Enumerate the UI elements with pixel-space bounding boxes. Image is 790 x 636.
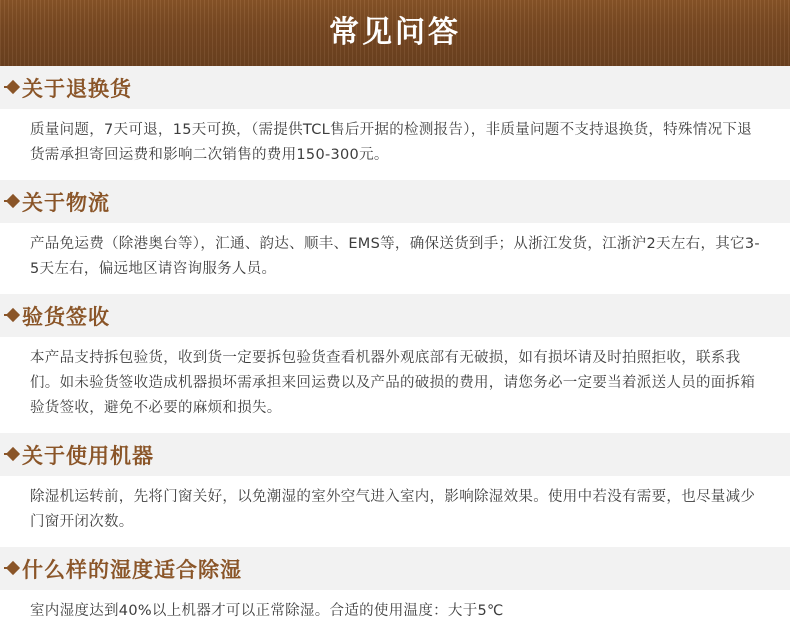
section-title: 验货签收 — [22, 305, 110, 329]
section-header — [0, 433, 790, 476]
section-body — [0, 337, 790, 433]
page-title: 常见问答 — [329, 15, 461, 50]
diamond-bullet-tail-icon — [4, 200, 10, 202]
section-body — [0, 590, 790, 636]
section-title: 什么样的湿度适合除湿 — [22, 558, 242, 582]
section-paragraph: 室内湿度达到40%以上机器才可以正常除湿。合适的使用温度：大于5℃ — [30, 603, 504, 619]
faq-section-inspection-signoff — [0, 294, 790, 433]
section-paragraph: 除湿机运转前，先将门窗关好，以免潮湿的室外空气进入室内，影响除湿效果。使用中若没有需要，也尽量减少门窗开闭次数。 — [30, 489, 756, 530]
section-header — [0, 180, 790, 223]
faq-section-return-exchange — [0, 66, 790, 180]
section-paragraph: 产品免运费（除港奥台等），汇通、韵达、顺丰、EMS等，确保送货到手；从浙江发货，江浙沪2天左右，其它3-5天左右，偏远地区请咨询服务人员。 — [30, 236, 760, 277]
section-body — [0, 476, 790, 547]
diamond-bullet-tail-icon — [4, 86, 10, 88]
section-body — [0, 109, 790, 180]
section-title: 关于退换货 — [22, 77, 132, 101]
faq-section-machine-usage — [0, 433, 790, 547]
faq-section-logistics — [0, 180, 790, 294]
section-header — [0, 66, 790, 109]
section-title: 关于物流 — [22, 191, 110, 215]
section-title: 关于使用机器 — [22, 444, 154, 468]
section-paragraph: 本产品支持拆包验货，收到货一定要拆包验货查看机器外观底部有无破损，如有损坏请及时拍照拒收，联系我们。如未验货签收造成机器损坏需承担来回运费以及产品的破损的费用，请您务必一定要当着派送人员的面拆箱验货签收，避免不必要的麻烦和损失。 — [30, 350, 756, 416]
diamond-bullet-tail-icon — [4, 453, 10, 455]
section-header — [0, 294, 790, 337]
section-header — [0, 547, 790, 590]
section-body — [0, 223, 790, 294]
diamond-bullet-tail-icon — [4, 567, 10, 569]
diamond-bullet-tail-icon — [4, 314, 10, 316]
faq-section-suitable-humidity — [0, 547, 790, 636]
page-banner — [0, 0, 790, 66]
section-paragraph: 质量问题，7天可退，15天可换，（需提供TCL售后开据的检测报告），非质量问题不支持退换货，特殊情况下退货需承担寄回运费和影响二次销售的费用150-300元。 — [30, 122, 752, 163]
